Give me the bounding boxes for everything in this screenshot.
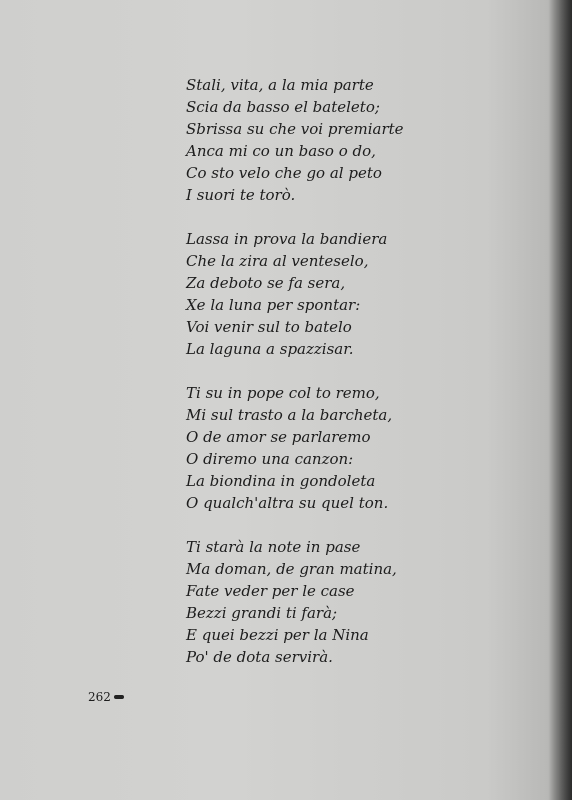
poem-line: Co sto velo che go al peto xyxy=(186,164,382,182)
book-spine-shadow xyxy=(548,0,572,800)
page-number: 262 xyxy=(88,690,111,704)
poem-line: Xe la luna per spontar: xyxy=(186,296,361,314)
poem-line: Fate veder per le case xyxy=(186,582,355,600)
page-ornament-icon xyxy=(114,695,124,699)
poem-line: Po' de dota servirà. xyxy=(186,648,333,666)
poem-line: Scia da basso el bateleto; xyxy=(186,98,380,116)
poem-line: Sbrissa su che voi premiarte xyxy=(186,120,404,138)
poem-line: E quei bezzi per la Nina xyxy=(186,626,369,644)
poem xyxy=(186,74,486,690)
poem-line: Mi sul trasto a la barcheta, xyxy=(186,406,393,424)
poem-line: Anca mi co un baso o do, xyxy=(186,142,376,160)
poem-line: Stali, vita, a la mia parte xyxy=(186,76,374,94)
poem-line: La biondina in gondoleta xyxy=(186,472,376,490)
poem-line: Za deboto se fa sera, xyxy=(186,274,346,292)
poem-line: Lassa in prova la bandiera xyxy=(186,230,388,248)
poem-line: O diremo una canzon: xyxy=(186,450,354,468)
poem-line: O qualch'altra su quel ton. xyxy=(186,494,389,512)
stanza-4 xyxy=(186,536,486,668)
poem-line: I suori te torò. xyxy=(186,186,296,204)
poem-line: Ma doman, de gran matina, xyxy=(186,560,397,578)
poem-line: Voi venir sul to batelo xyxy=(186,318,352,336)
poem-line: La laguna a spazzisar. xyxy=(186,340,354,358)
poem-line: Ti starà la note in pase xyxy=(186,538,361,556)
stanza-1 xyxy=(186,74,486,206)
poem-line: O de amor se parlaremo xyxy=(186,428,371,446)
poem-line: Bezzi grandi ti farà; xyxy=(186,604,338,622)
poem-line: Che la zira al venteselo, xyxy=(186,252,369,270)
stanza-3 xyxy=(186,382,486,514)
stanza-2 xyxy=(186,228,486,360)
poem-line: Ti su in pope col to remo, xyxy=(186,384,380,402)
